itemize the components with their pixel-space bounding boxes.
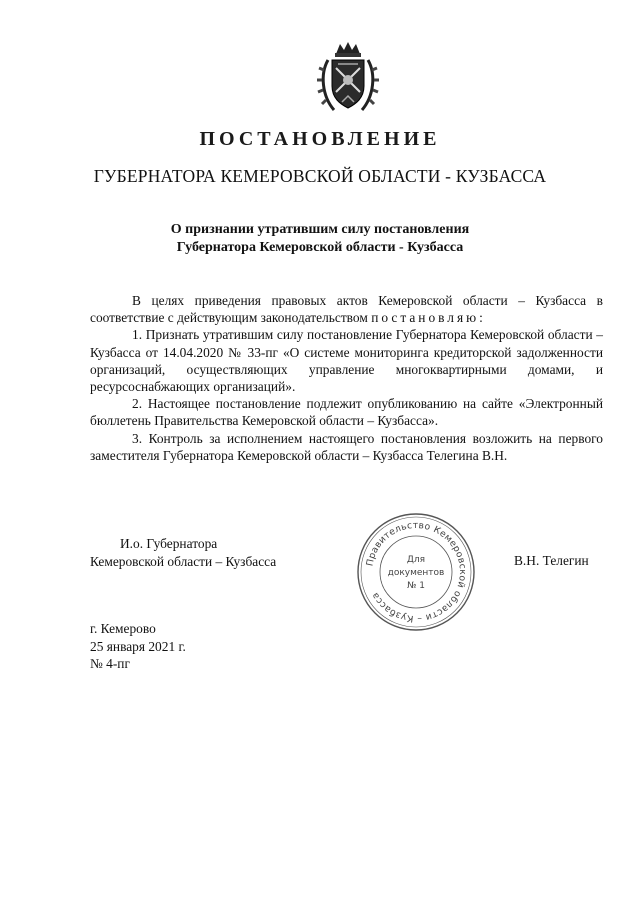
preamble-keyword: постановляю: [371, 310, 486, 326]
document-type-heading: ПОСТАНОВЛЕНИЕ [199, 128, 441, 150]
stamp-center-line-3: № 1 [407, 581, 425, 591]
stamp-center-line-2: документов [387, 568, 445, 578]
document-title [0, 221, 640, 257]
item-2-paragraph: 2. Настоящее постановление подлежит опубликованию на сайте «Электронный бюллетень Правительства Кемеровской области – Кузбасса». [90, 396, 603, 429]
document-issuer-heading: ГУБЕРНАТОРА КЕМЕРОВСКОЙ ОБЛАСТИ - КУЗБАССА [93, 166, 547, 186]
document-footer [90, 620, 186, 673]
stamp-center-line-1: Для [406, 555, 426, 565]
document-city: г. Кемерово [90, 621, 156, 636]
official-stamp [354, 510, 478, 634]
signatory-position-line-1: И.о. Губернатора [120, 536, 218, 551]
title-line-2: Губернатора Кемеровской области - Кузбасса [176, 240, 464, 255]
document-body [90, 292, 603, 464]
item-3-paragraph: 3. Контроль за исполнением настоящего постановления возложить на первого заместителя Губернатора Кемеровской области – Кузбасса Телегина В.Н. [90, 430, 603, 463]
document-number: № 4-пг [90, 656, 130, 671]
signatory-name: В.Н. Телегин [514, 553, 589, 568]
preamble-paragraph [90, 292, 603, 326]
signatory-position [90, 535, 276, 571]
coat-of-arms-emblem [316, 40, 380, 116]
title-line-1: О признании утратившим силу постановления [170, 222, 470, 237]
preamble-text: В целях приведения правовых актов Кемеровской области – Кузбасса в соответствие с действующим законодательством [90, 293, 603, 326]
document-date: 25 января 2021 г. [90, 638, 186, 654]
item-1-paragraph: 1. Признать утратившим силу постановление Губернатора Кемеровской области – Кузбасса от 14.04.2020 № 33-пг «О системе мониторинга кредиторской задолженности организаций, осуществляющих управление многоквартирными домами, и ресурсоснабжающих организаций». [90, 327, 603, 395]
stamp-ring-text: Правительство Кемеровской области – Кузбасса [364, 519, 469, 625]
signatory-position-line-2: Кемеровской области – Кузбасса [90, 554, 277, 569]
